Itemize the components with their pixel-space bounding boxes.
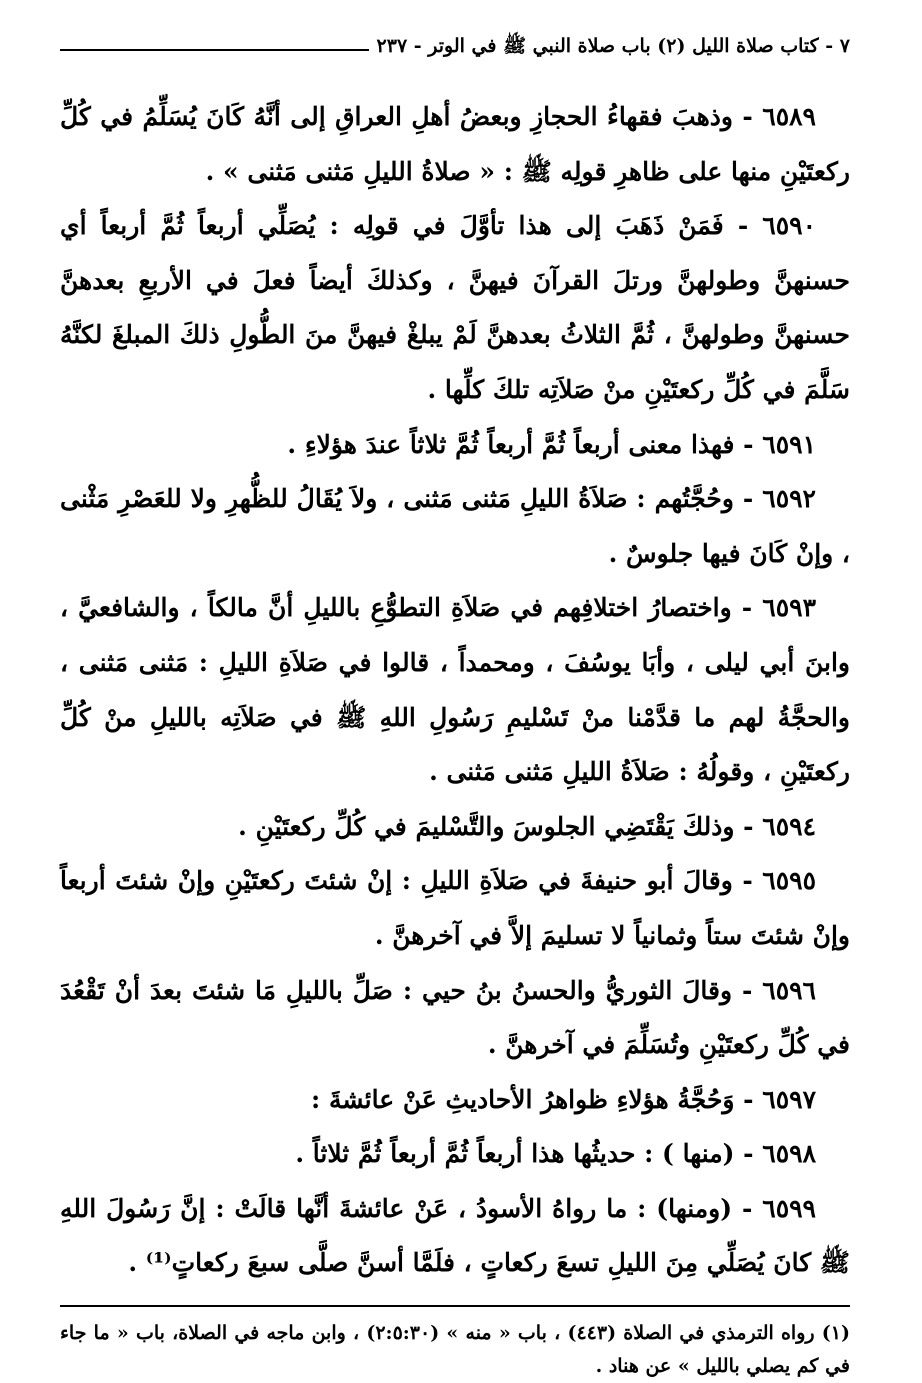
paragraph-6595 xyxy=(60,854,850,963)
paragraph-number: ٦٥٩٦ xyxy=(762,975,816,1005)
paragraph-6593 xyxy=(60,581,850,799)
paragraph-text: - وقالَ الثوريُّ والحسنُ بنُ حيي : صَلِّ بالليلِ مَا شئتَ بعدَ أنْ تَقْعُدَ في كُلِّ ركعتَيْنِ وتُسَلِّمَ في آخرهنَّ . xyxy=(60,975,850,1060)
paragraph-6589 xyxy=(60,90,850,199)
book-page xyxy=(60,28,850,1378)
paragraph-6596 xyxy=(60,964,850,1073)
paragraph-text: - (ومنها) : ما رواهُ الأسودُ ، عَنْ عائشةَ أنَّها قالَتْ : إنَّ رَسُولَ اللهِ ﷺ كانَ يُصَلِّي مِنَ الليلِ تسعَ ركعاتٍ ، فلَمَّا أسنَّ صلَّى سبعَ ركعاتٍ⁽¹⁾ . xyxy=(60,1193,850,1278)
paragraph-text: - وذهبَ فقهاءُ الحجازِ وبعضُ أهلِ العراقِ إلى أنَّهُ كَانَ يُسَلِّمُ في كُلِّ ركعتَيْنِ منها على ظاهرِ قولِه ﷺ : « صلاةُ الليلِ مَثنى مَثنى » . xyxy=(60,102,850,186)
paragraph-number: ٦٥٩٤ xyxy=(762,811,816,841)
paragraph-number: ٦٥٩٧ xyxy=(762,1084,816,1114)
page-header xyxy=(60,28,850,68)
paragraph-6598 xyxy=(60,1127,850,1182)
paragraph-6590 xyxy=(60,199,850,417)
paragraph-6594 xyxy=(60,800,850,855)
paragraph-number: ٦٥٩٨ xyxy=(762,1139,816,1169)
paragraph-text: - فَمَنْ ذَهَبَ إلى هذا تأوَّلَ في قولِه : يُصَلِّي أربعاً ثُمَّ أربعاً أي حسنهنَّ وطولهنَّ ورتلَ القرآنَ فيهنَّ ، وكذلكَ أيضاً فعلَ في الأربعِ بعدهنَّ حسنهنَّ وطولهنَّ ، ثُمَّ الثلاثُ بعدهنَّ لَمْ يبلغْ فيهنَّ منَ الطُّولِ ذلكَ المبلغَ لكنَّهُ سَلَّمَ في كُلِّ ركعتَيْنِ منْ صَلاَتِه تلكَ كلِّها . xyxy=(60,211,850,404)
paragraph-text: - فهذا معنى أربعاً ثُمَّ أربعاً ثُمَّ ثلاثاً عندَ هؤلاءِ . xyxy=(287,429,754,459)
paragraph-number: ٦٥٩٩ xyxy=(762,1193,816,1223)
paragraph-number: ٦٥٩١ xyxy=(762,429,816,459)
paragraph-6597 xyxy=(60,1073,850,1128)
paragraph-text: - واختصارُ اختلافِهم في صَلاَةِ التطوُّعِ بالليلِ أنَّ مالكاً ، والشافعيَّ ، وابنَ أبي ليلى ، وأبَا يوسُفَ ، ومحمداً ، قالوا في صَلاَةِ الليلِ : مَثنى مَثنى ، والحجَّةُ لهم ما قدَّمْنا منْ تَسْليمِ رَسُولِ اللهِ ﷺ في صَلاَتِه بالليلِ منْ كُلِّ ركعتَيْنِ ، وقولُهُ : صَلاَةُ الليلِ مَثنى مَثنى . xyxy=(60,593,850,787)
paragraph-text: - وحُجَّتُهم : صَلاَةُ الليلِ مَثنى مَثنى ، ولاَ يُقَالُ للظُّهرِ ولا للعَصْرِ مَثْنى ، وإنْ كَانَ فيها جلوسٌ . xyxy=(60,484,850,568)
paragraph-text: - وَحُجَّةُ هؤلاءِ ظواهرُ الأحاديثِ عَنْ عائشةَ : xyxy=(311,1084,754,1114)
header-rule xyxy=(60,49,369,51)
paragraph-6599 xyxy=(60,1182,850,1291)
paragraph-number: ٦٥٩٣ xyxy=(762,593,816,623)
paragraph-text: - (منها ) : حديثُها هذا أربعاً ثُمَّ أربعاً ثُمَّ ثلاثاً . xyxy=(295,1139,754,1169)
paragraph-text: - وذلكَ يَقْتَضِي الجلوسَ والتَّسْليمَ في كُلِّ ركعتَيْنِ . xyxy=(238,811,754,841)
paragraph-6592 xyxy=(60,472,850,581)
paragraph-text: - وقالَ أبو حنيفةَ في صَلاَةِ الليلِ : إنْ شئتَ ركعتَيْنِ وإنْ شئتَ أربعاً وإنْ شئتَ ستاً وثمانياً لا تسليمَ إلاَّ في آخرهنَّ . xyxy=(60,866,850,950)
paragraph-6591 xyxy=(60,418,850,473)
paragraph-number: ٦٥٩٥ xyxy=(762,866,816,896)
footnote-1: (١) رواه الترمذي في الصلاة (٤٤٣) ، باب « منه » (٢:٥:٣٠) ، وابن ماجه في الصلاة، باب « ما جاء في كم يصلي بالليل » عن هناد . xyxy=(60,1322,850,1378)
main-text xyxy=(60,90,850,1291)
paragraph-number: ٦٥٩٢ xyxy=(762,484,816,514)
running-title: ٧ - كتاب صلاة الليل (٢) باب صلاة النبي ﷺ في الوتر - ٢٣٧ xyxy=(376,35,850,57)
paragraph-number: ٦٥٩٠ xyxy=(762,211,816,241)
footnotes xyxy=(60,1317,850,1383)
paragraph-number: ٦٥٨٩ xyxy=(762,102,816,131)
footnote-separator xyxy=(60,1305,850,1307)
